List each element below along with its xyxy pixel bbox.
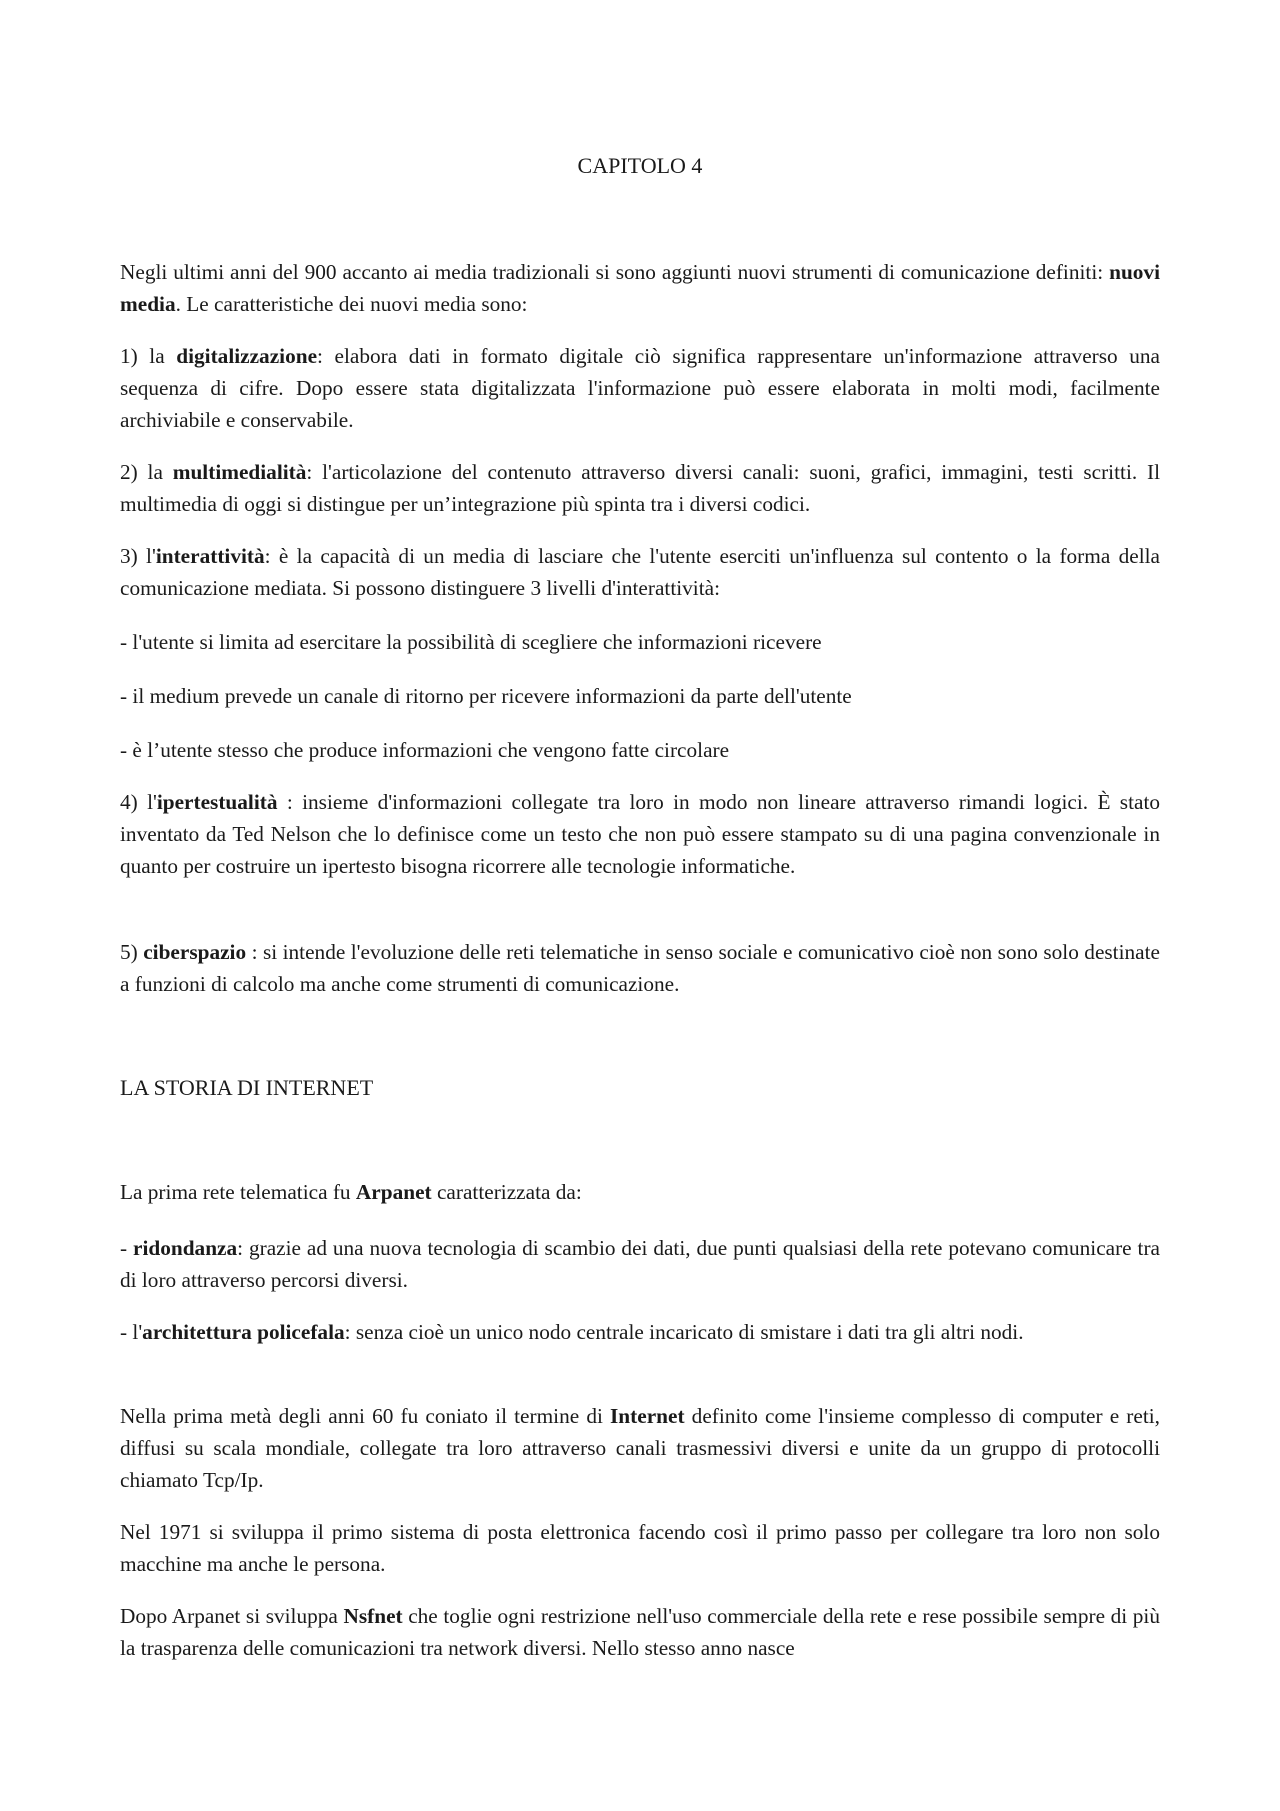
architettura-item: - l'architettura policefala: senza cioè un unico nodo centrale incaricato di smistare i dati tra gli altri nodi. — [120, 1320, 1024, 1344]
item-interattivita: 3) l'interattività: è la capacità di un media di lasciare che l'utente eserciti un'influenza sul contento o la forma della comunicazione mediata. Si possono distinguere 3 livelli d'interattività: — [120, 544, 1160, 600]
interactivity-level-1: - l'utente si limita ad esercitare la possibilità di scegliere che informazioni ricevere — [120, 630, 822, 654]
arpanet-paragraph: La prima rete telematica fu Arpanet caratterizzata da: — [120, 1180, 582, 1204]
ridondanza-item: - ridondanza: grazie ad una nuova tecnologia di scambio dei dati, due punti qualsiasi della rete potevano comunicare tra di loro attraverso percorsi diversi. — [120, 1236, 1160, 1292]
chapter-title: CAPITOLO 4 — [577, 153, 703, 178]
item-ciberspazio: 5) ciberspazio : si intende l'evoluzione delle reti telematiche in senso sociale e comunicativo cioè non sono solo destinate a funzioni di calcolo ma anche come strumenti di comunicazione. — [120, 940, 1160, 996]
internet-paragraph: Nella prima metà degli anni 60 fu coniato il termine di Internet definito come l'insieme complesso di computer e reti, diffusi su scala mondiale, collegate tra loro attraverso canali trasmessivi diversi e unite da un gruppo di protocolli chiamato Tcp/Ip. — [120, 1404, 1160, 1492]
interactivity-level-2: - il medium prevede un canale di ritorno per ricevere informazioni da parte dell'utente — [120, 684, 852, 708]
item-digitalizzazione: 1) la digitalizzazione: elabora dati in formato digitale ciò significa rappresentare un'informazione attraverso una sequenza di cifre. Dopo essere stata digitalizzata l'informazione può essere elaborata in molti modi, facilmente archiviabile e conservabile. — [120, 344, 1161, 432]
posta-paragraph: Nel 1971 si sviluppa il primo sistema di posta elettronica facendo così il primo passo per collegare tra loro non solo macchine ma anche le persona. — [120, 1520, 1160, 1576]
nsfnet-paragraph: Dopo Arpanet si sviluppa Nsfnet che toglie ogni restrizione nell'uso commerciale della rete e rese possibile sempre di più la trasparenza delle comunicazioni tra network diversi. Nello stesso anno nasce — [120, 1604, 1160, 1660]
section-title: LA STORIA DI INTERNET — [120, 1075, 374, 1100]
intro-paragraph: Negli ultimi anni del 900 accanto ai media tradizionali si sono aggiunti nuovi strumenti di comunicazione definiti: nuovi media. Le caratteristiche dei nuovi media sono: — [120, 260, 1160, 316]
item-ipertestualita: 4) l'ipertestualità : insieme d'informazioni collegate tra loro in modo non lineare attraverso rimandi logici. È stato inventato da Ted Nelson che lo definisce come un testo che non può essere stampato su di una pagina convenzionale in quanto per costruire un ipertesto bisogna ricorrere alle tecnologie informatiche. — [120, 790, 1161, 878]
item-multimedialita: 2) la multimedialità: l'articolazione del contenuto attraverso diversi canali: suoni, grafici, immagini, testi scritti. Il multimedia di oggi si distingue per un’integrazione più spinta tra i diversi codici. — [120, 460, 1160, 516]
interactivity-level-3: - è l’utente stesso che produce informazioni che vengono fatte circolare — [120, 738, 730, 762]
